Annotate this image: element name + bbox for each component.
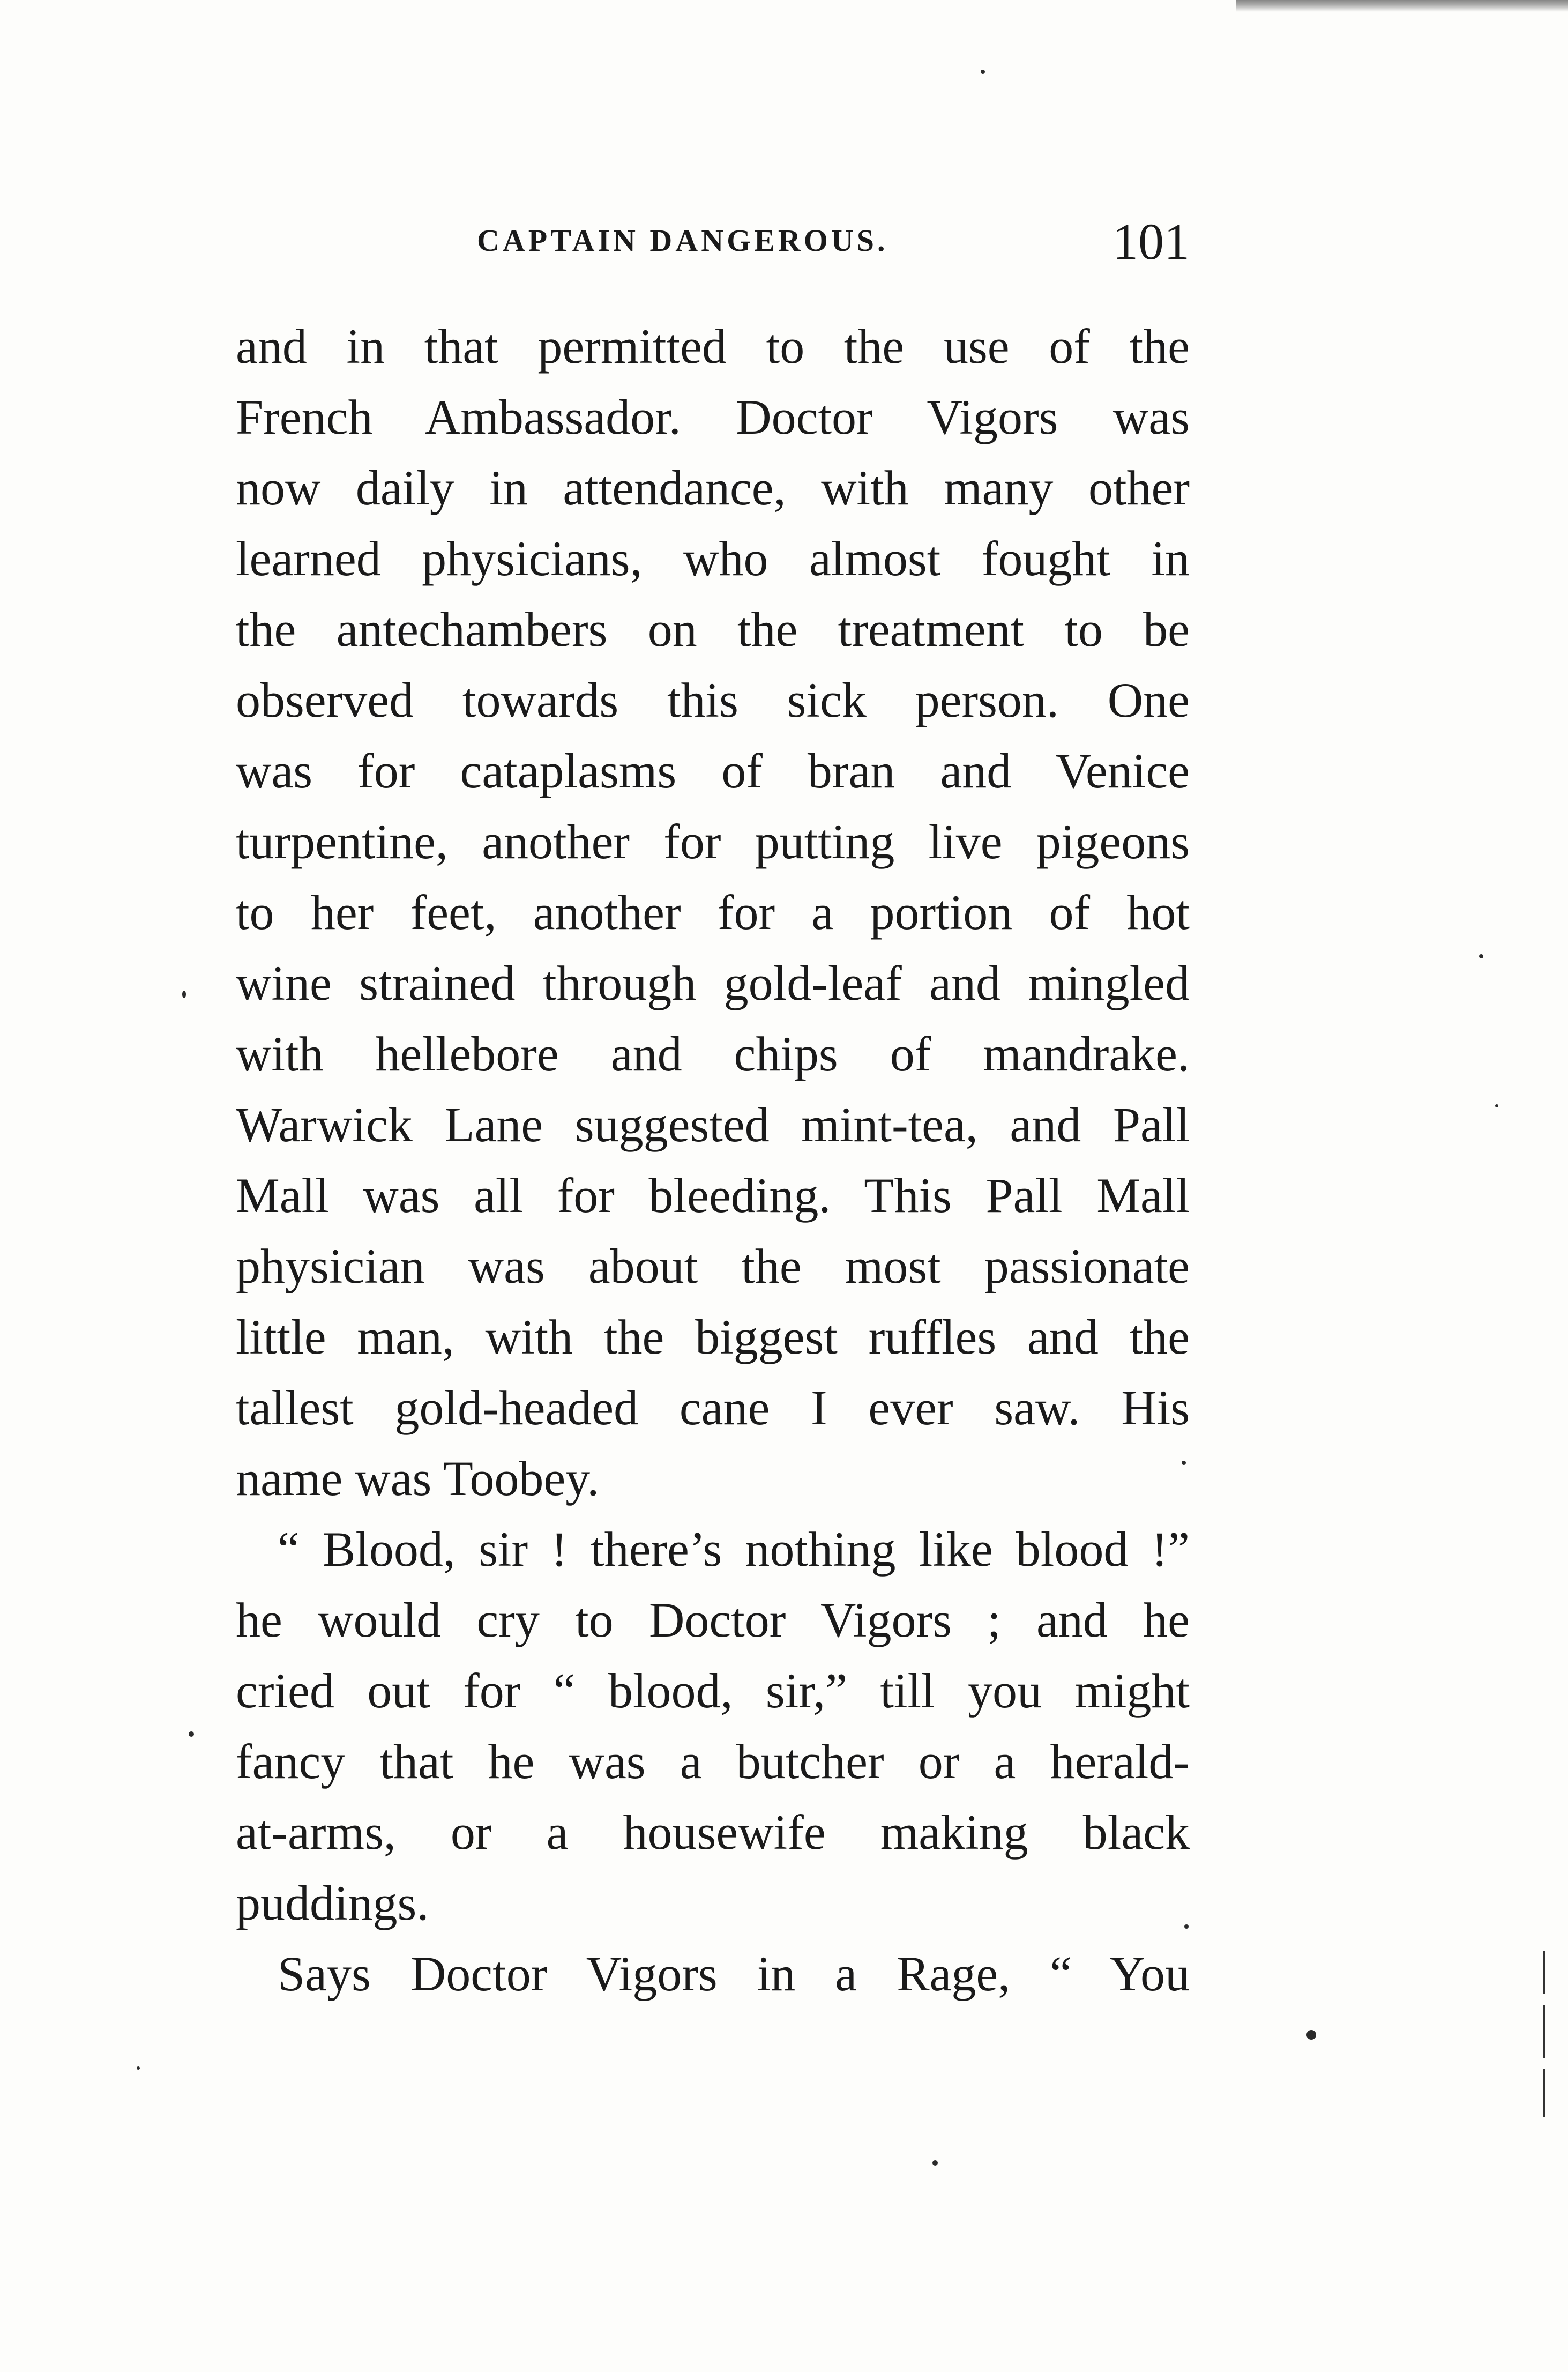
- text-line: Mall was all for bleeding. This Pall Mall: [236, 1168, 1190, 1223]
- text-line: little man, with the biggest ruffles and the: [236, 1310, 1190, 1364]
- text-line: at-arms, or a housewife making black: [236, 1805, 1190, 1860]
- text-line: was for cataplasms of bran and Venice: [236, 743, 1190, 798]
- text-line: to her feet, another for a portion of hot: [236, 885, 1190, 940]
- text-line: French Ambassador. Doctor Vigors was: [236, 390, 1190, 444]
- text-line: Warwick Lane suggested mint-tea, and Pall: [236, 1097, 1190, 1152]
- text-line: tallest gold-headed cane I ever saw. His: [236, 1380, 1190, 1435]
- scan-speck: [189, 1731, 194, 1737]
- text-line-paragraph-start: “ Blood, sir ! there’s nothing like blood !”: [278, 1522, 1190, 1577]
- text-line-paragraph-start: Says Doctor Vigors in a Rage, “ You: [278, 1946, 1190, 2001]
- text-line-paragraph-end: name was Toobey.: [236, 1451, 600, 1506]
- text-line: observed towards this sick person. One: [236, 673, 1190, 727]
- text-line: with hellebore and chips of mandrake.: [236, 1027, 1190, 1081]
- scan-edge-line: [1543, 2005, 1545, 2058]
- text-line: fancy that he was a butcher or a herald-: [236, 1734, 1190, 1789]
- scan-speck: [1184, 1924, 1189, 1929]
- scan-speck: [182, 991, 186, 998]
- text-line: the antechambers on the treatment to be: [236, 602, 1190, 657]
- scan-speck: [1495, 1104, 1498, 1107]
- text-line: learned physicians, who almost fought in: [236, 531, 1190, 586]
- text-line: wine strained through gold-leaf and mingled: [236, 956, 1190, 1010]
- scan-speck: [981, 70, 985, 74]
- text-line: and in that permitted to the use of the: [236, 319, 1190, 374]
- page-header: [236, 212, 1190, 287]
- scan-speck: [932, 2160, 938, 2166]
- scan-speck: [1306, 2030, 1316, 2040]
- scan-speck: [1479, 954, 1483, 958]
- text-line: cried out for “ blood, sir,” till you might: [236, 1663, 1190, 1718]
- text-line: now daily in attendance, with many other: [236, 460, 1190, 515]
- scan-speck: [1182, 1461, 1186, 1465]
- text-line-paragraph-end: puddings.: [236, 1876, 429, 1930]
- scan-edge-line: [1543, 2069, 1545, 2117]
- running-title: CAPTAIN DANGEROUS.: [477, 223, 888, 258]
- text-line: he would cry to Doctor Vigors ; and he: [236, 1593, 1190, 1647]
- scan-edge-line: [1543, 1951, 1545, 1994]
- scan-edge-shadow: [1236, 0, 1568, 12]
- body-text: [236, 311, 1190, 2009]
- text-line: physician was about the most passionate: [236, 1239, 1190, 1293]
- page-number: 101: [1112, 213, 1190, 270]
- scan-speck: [137, 2066, 140, 2070]
- text-line: turpentine, another for putting live pigeons: [236, 814, 1190, 869]
